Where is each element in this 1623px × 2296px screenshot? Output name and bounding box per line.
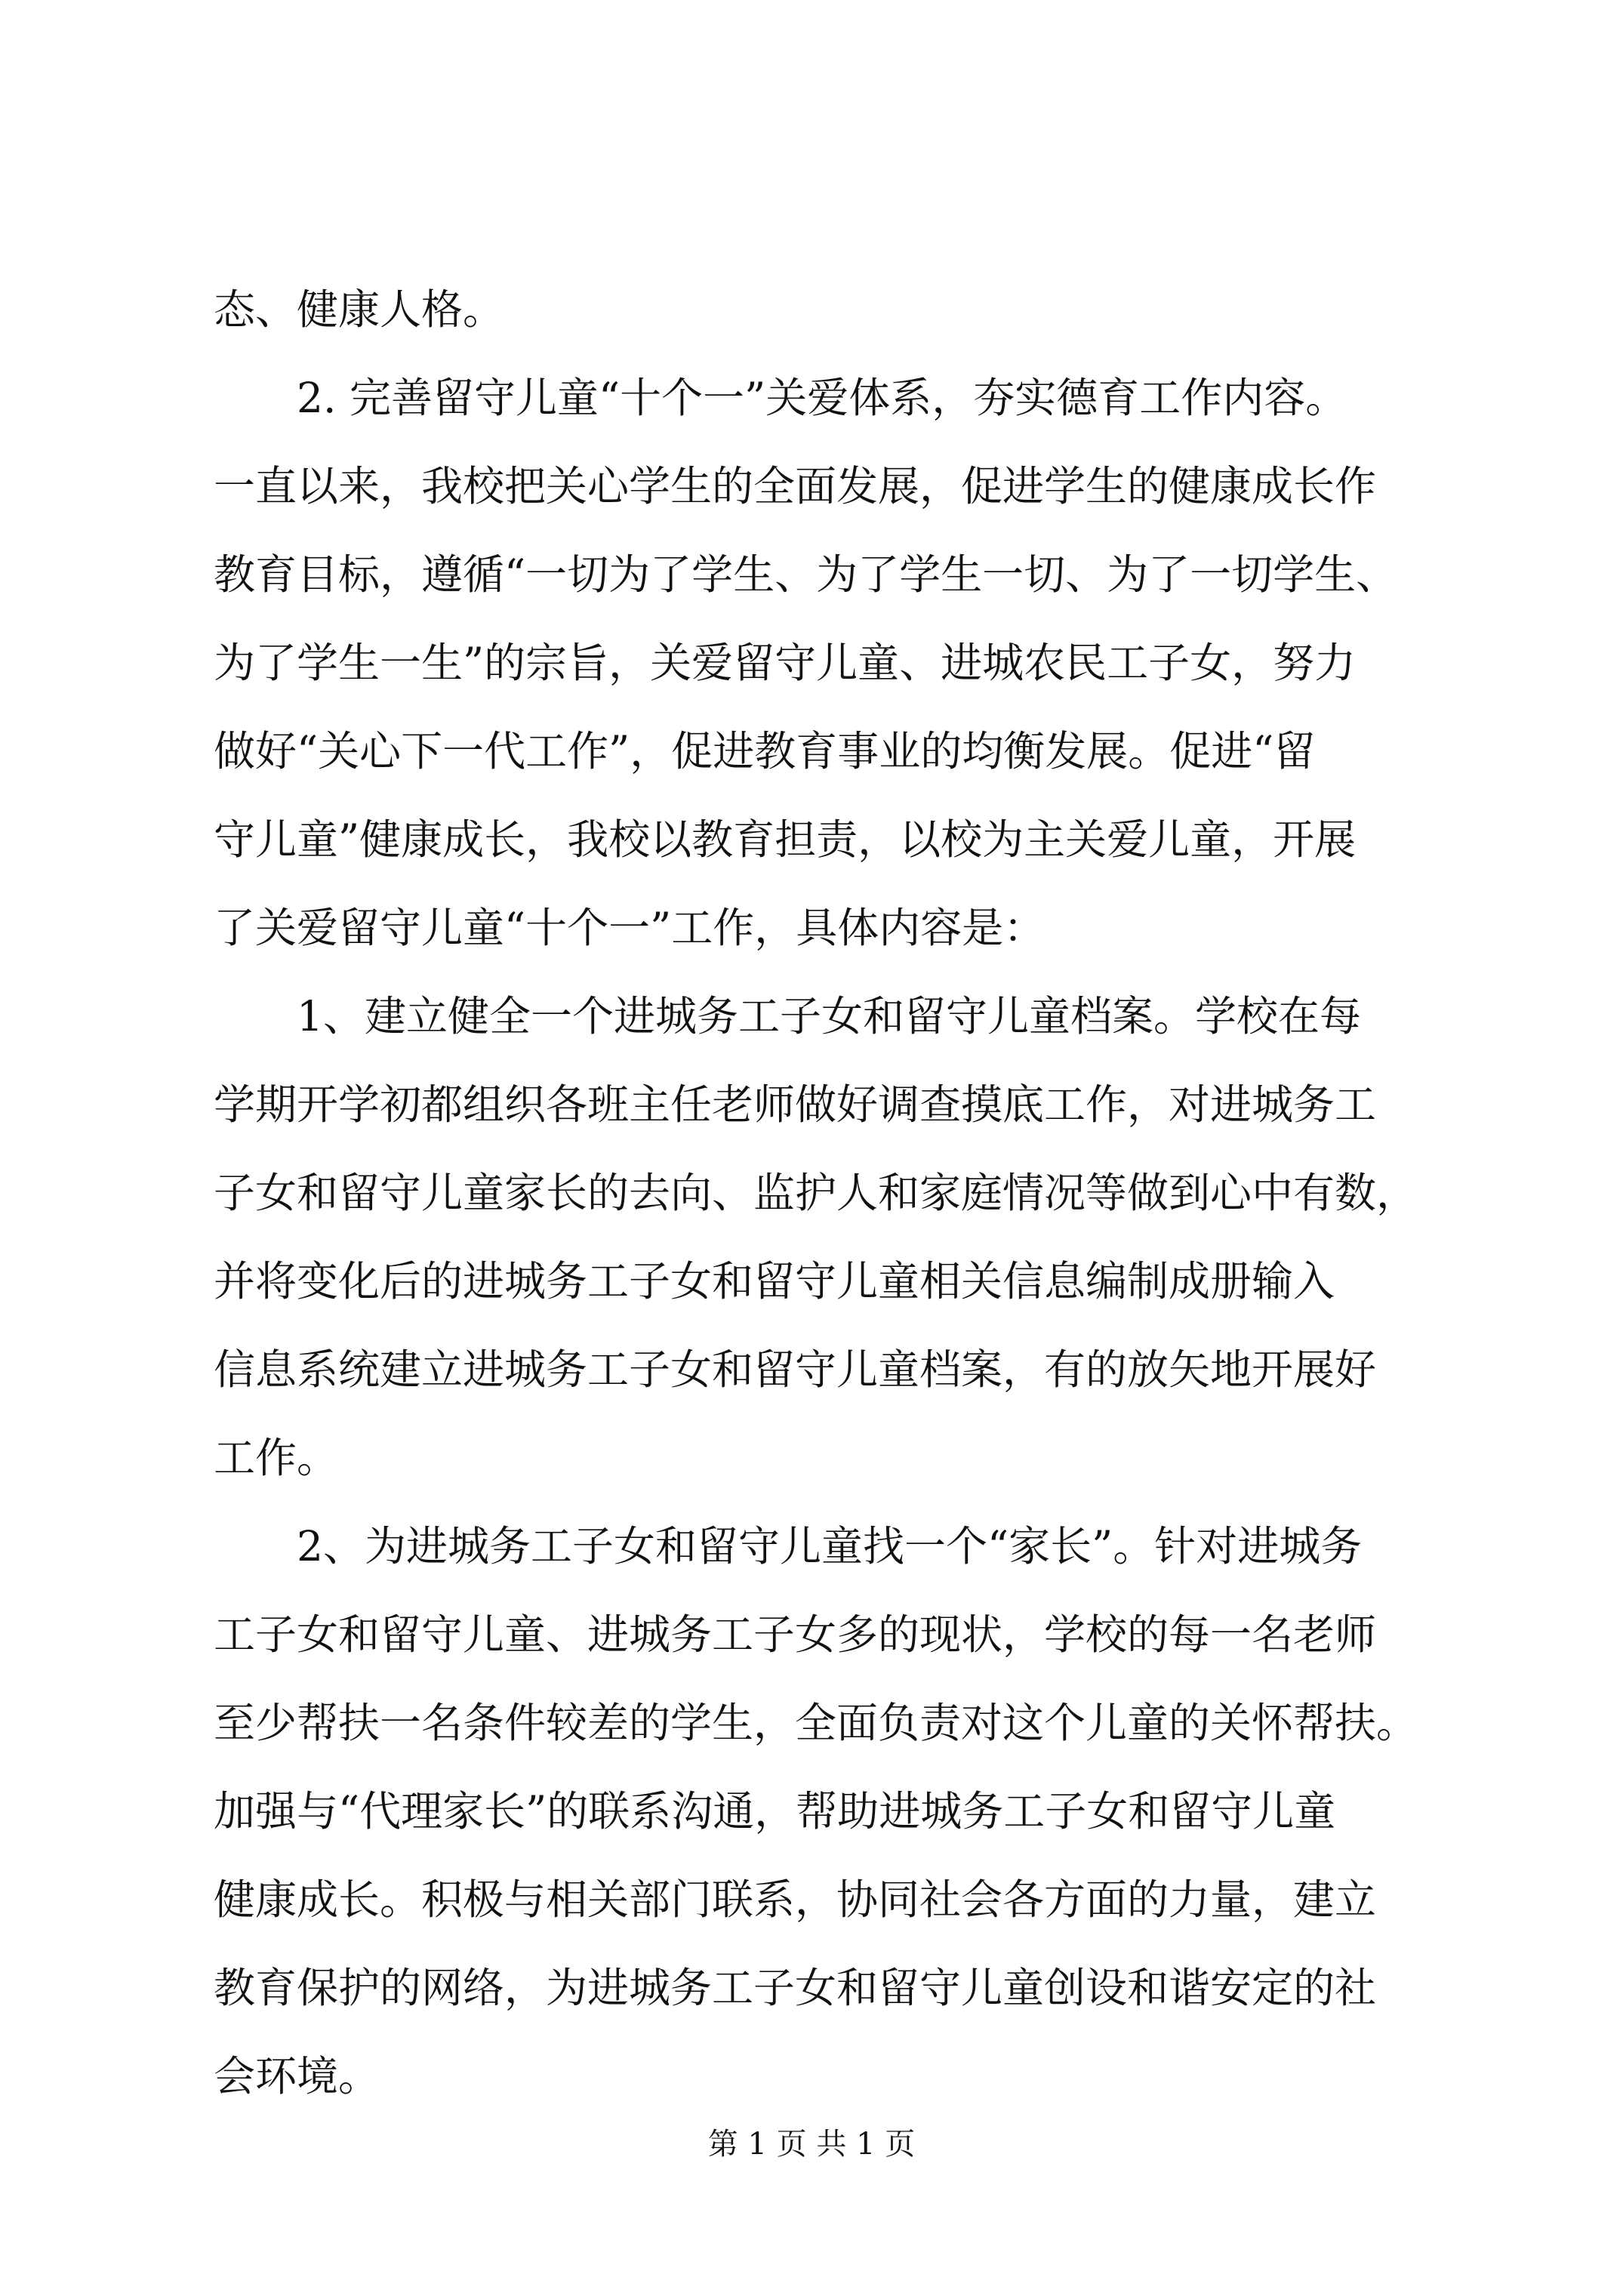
text-line: 至少帮扶一名条件较差的学生，全面负责对这个儿童的关怀帮扶。 [214, 1699, 1418, 1747]
text-line: 为了学生一生”的宗旨，关爱留守儿童、进城农民工子女，努力 [214, 639, 1357, 687]
text-line: 并将变化后的进城务工子女和留守儿童相关信息编制成册输入 [214, 1257, 1335, 1305]
text-line: 学期开学初都组织各班主任老师做好调查摸底工作，对进城务工 [214, 1080, 1377, 1129]
document-body [214, 266, 1429, 2121]
text-line: 工子女和留守儿童、进城务工子女多的现状，学校的每一名老师 [214, 1610, 1377, 1659]
text-line: 2. 完善留守儿童“十个一”关爱体系，夯实德育工作内容。 [214, 374, 1347, 422]
page-footer: 第 1 页 共 1 页 [707, 2127, 916, 2162]
text-line: 2、为进城务工子女和留守儿童找一个“家长”。针对进城务 [214, 1522, 1363, 1570]
text-line: 态、健康人格。 [214, 285, 505, 334]
text-line: 教育保护的网络，为进城务工子女和留守儿童创设和谐安定的社 [214, 1964, 1377, 2012]
text-line: 子女和留守儿童家长的去向、监护人和家庭情况等做到心中有数， [214, 1169, 1418, 1217]
text-line: 一直以来，我校把关心学生的全面发展，促进学生的健康成长作 [214, 462, 1377, 510]
text-line: 做好“关心下一代工作”，促进教育事业的均衡发展。促进“留 [214, 727, 1316, 775]
text-line: 工作。 [214, 1434, 339, 1482]
text-line: 了关爱留守儿童“十个一”工作，具体内容是： [214, 904, 1046, 952]
text-line: 信息系统建立进城务工子女和留守儿童档案，有的放矢地开展好 [214, 1345, 1377, 1394]
text-line: 1、建立健全一个进城务工子女和留守儿童档案。学校在每 [214, 992, 1361, 1040]
text-line: 健康成长。积极与相关部门联系，协同社会各方面的力量，建立 [214, 1875, 1377, 1924]
text-line: 会环境。 [214, 2052, 380, 2100]
text-line: 教育目标，遵循“一切为了学生、为了学生一切、为了一切学生、 [214, 550, 1398, 599]
text-line: 守儿童”健康成长，我校以教育担责，以校为主关爱儿童，开展 [214, 815, 1357, 864]
text-line: 加强与“代理家长”的联系沟通，帮助进城务工子女和留守儿童 [214, 1787, 1336, 1835]
